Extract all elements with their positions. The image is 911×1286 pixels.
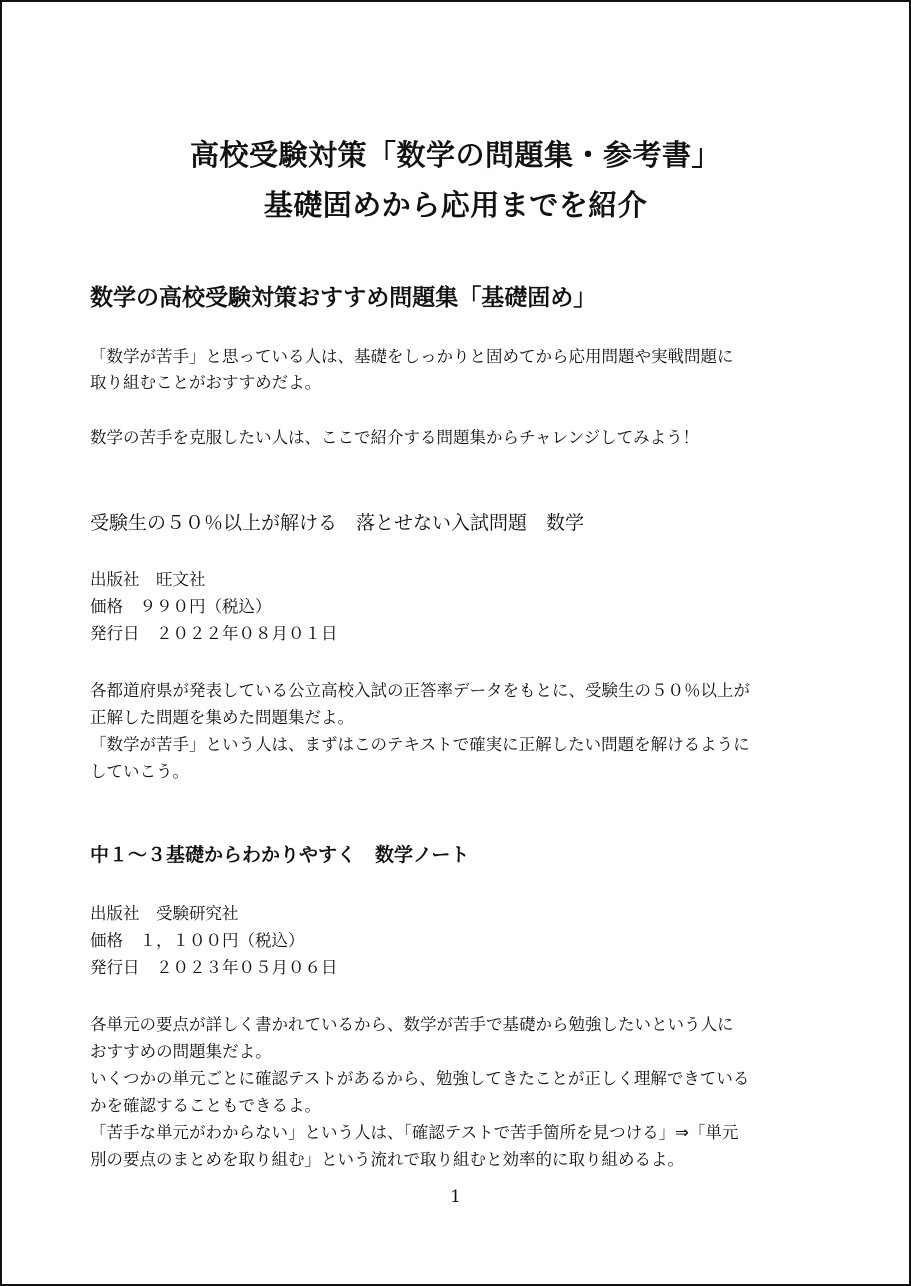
book-1-title: 受験生の５０％以上が解ける 落とせない入試問題 数学	[90, 512, 585, 534]
book-1-desc-4: していこう。	[90, 762, 189, 781]
book-2-publisher: 出版社 受験研究社	[90, 904, 239, 923]
book-2-price: 価格 １，１００円（税込）	[90, 931, 305, 950]
book-2-date: 発行日 ２０２３年０５月０６日	[90, 958, 338, 977]
book-2-desc-4: かを確認することもできるよ。	[90, 1096, 321, 1115]
book-2-desc-3: いくつかの単元ごとに確認テストがあるから、勉強してきたことが正しく理解できている	[90, 1069, 750, 1088]
book-1-date: 発行日 ２０２２年０８月０１日	[90, 624, 338, 643]
section-heading: 数学の高校受験対策おすすめ問題集「基礎固め」	[90, 285, 597, 311]
book-1-desc-3: 「数学が苦手」という人は、まずはこのテキストで確実に正解したい問題を解けるように	[90, 735, 750, 754]
book-2-desc-1: 各単元の要点が詳しく書かれているから、数学が苦手で基礎から勉強したいという人に	[90, 1015, 734, 1034]
intro-line-3: 数学の苦手を克服したい人は、ここで紹介する問題集からチャレンジしてみよう！	[90, 428, 700, 447]
book-2-desc-6: 別の要点のまとめを取り組む」という流れで取り組むと効率的に取り組めるよ。	[90, 1150, 684, 1169]
book-2-title: 中１～３基礎からわかりやすく 数学ノート	[90, 844, 470, 866]
title-line-2: 基礎固めから応用までを紹介	[263, 188, 648, 222]
book-1-desc-2: 正解した問題を集めた問題集だよ。	[90, 708, 354, 727]
book-1-publisher: 出版社 旺文社	[90, 570, 206, 589]
book-2-desc-2: おすすめの問題集だよ。	[90, 1042, 272, 1061]
intro-line-2: 取り組むことがおすすめだよ。	[90, 373, 322, 392]
book-2-desc-5: 「苦手な単元がわからない」という人は、「確認テストで苦手箇所を見つける」⇒「単元	[90, 1123, 739, 1142]
document-title	[2, 130, 909, 230]
title-line-1: 高校受験対策「数学の問題集・参考書」	[189, 138, 721, 172]
book-1-price: 価格 ９９０円（税込）	[90, 597, 272, 616]
intro-line-1: 「数学が苦手」と思っている人は、基礎をしっかりと固めてから応用問題や実戦問題に	[90, 347, 734, 366]
page-number: 1	[450, 1187, 461, 1207]
book-1-desc-1: 各都道府県が発表している公立高校入試の正答率データをもとに、受験生の５０％以上が	[90, 681, 750, 700]
